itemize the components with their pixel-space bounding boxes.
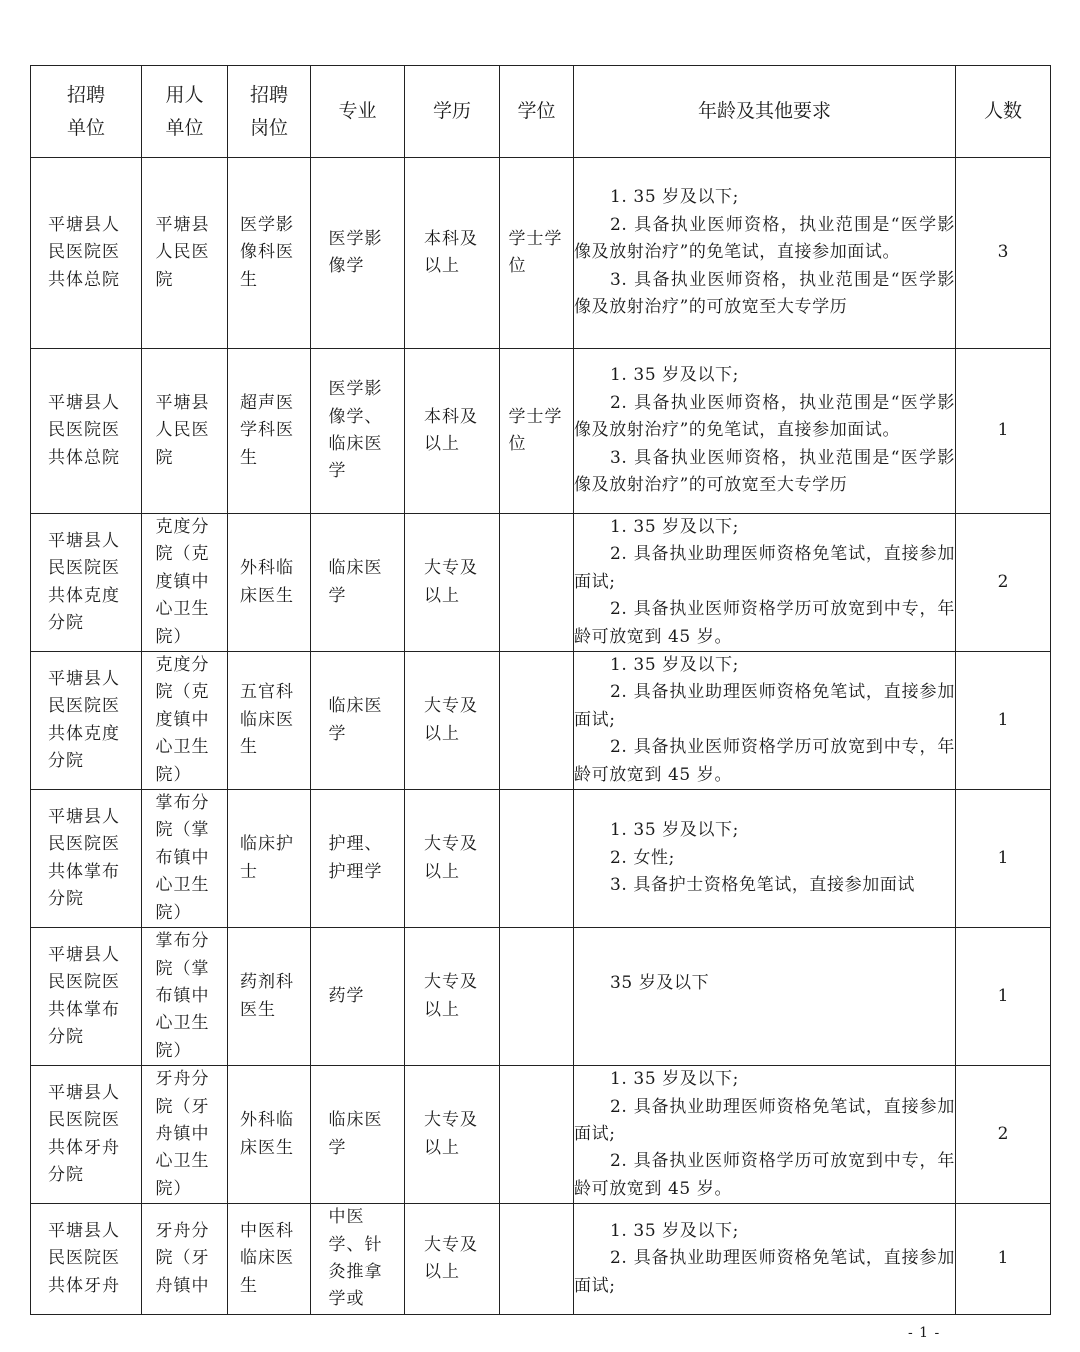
- cell-requirements: [574, 652, 956, 790]
- requirement-line: 2. 具备执业医师资格学历可放宽到中专，年龄可放宽到 45 岁。: [574, 599, 955, 647]
- header-unit: 招聘 单位: [31, 66, 142, 158]
- requirement-line: 2. 具备执业助理医师资格免笔试，直接参加面试;: [574, 1248, 955, 1296]
- header-requirements: 年龄及其他要求: [574, 66, 956, 158]
- cell-major: 护理、护理学: [311, 790, 405, 928]
- cell-post: 临床护士: [228, 790, 311, 928]
- cell-count: 1: [956, 1204, 1051, 1315]
- cell-major: 临床医学: [311, 1066, 405, 1204]
- cell-degree: [500, 1066, 574, 1204]
- cell-education: 本科及以上: [405, 349, 500, 514]
- requirement-line: 2. 具备执业医师资格，执业范围是“医学影像及放射治疗”的免笔试，直接参加面试。: [574, 392, 955, 441]
- recruitment-table: [30, 65, 1051, 1315]
- cell-major: 临床医学: [311, 514, 405, 652]
- table-row: [31, 1066, 1051, 1204]
- cell-unit: 平塘县人民医院医共体掌布分院: [31, 928, 142, 1066]
- cell-education: 大专及以上: [405, 514, 500, 652]
- cell-post: 医学影像科医生: [228, 158, 311, 349]
- cell-education: 大专及以上: [405, 1204, 500, 1315]
- table-row: [31, 158, 1051, 349]
- cell-employer: 克度分院（克度镇中心卫生院）: [142, 652, 228, 790]
- table-row: [31, 1204, 1051, 1315]
- cell-employer: 克度分院（克度镇中心卫生院）: [142, 514, 228, 652]
- requirement-line: 2. 具备执业医师资格，执业范围是“医学影像及放射治疗”的免笔试，直接参加面试。: [574, 214, 955, 263]
- header-education: 学历: [405, 66, 500, 158]
- table-row: [31, 652, 1051, 790]
- cell-major: 医学影像学、临床医学: [311, 349, 405, 514]
- table-header-row: [31, 66, 1051, 158]
- cell-degree: [500, 652, 574, 790]
- header-employer: 用人 单位: [142, 66, 228, 158]
- header-count: 人数: [956, 66, 1051, 158]
- cell-count: 1: [956, 790, 1051, 928]
- cell-degree: [500, 928, 574, 1066]
- requirement-line: 2. 具备执业助理医师资格免笔试，直接参加面试;: [574, 544, 955, 592]
- cell-requirements: [574, 928, 956, 1066]
- cell-education: 本科及以上: [405, 158, 500, 349]
- cell-post: 外科临床医生: [228, 514, 311, 652]
- requirement-line: 3. 具备执业医师资格，执业范围是“医学影像及放射治疗”的可放宽至大专学历: [574, 447, 955, 496]
- cell-education: 大专及以上: [405, 652, 500, 790]
- cell-count: 2: [956, 514, 1051, 652]
- requirement-line: 2. 女性;: [610, 847, 675, 868]
- cell-count: 1: [956, 349, 1051, 514]
- requirement-line: 2. 具备执业助理医师资格免笔试，直接参加面试;: [574, 1096, 955, 1144]
- cell-count: 2: [956, 1066, 1051, 1204]
- cell-unit: 平塘县人民医院医共体总院: [31, 349, 142, 514]
- cell-count: 1: [956, 652, 1051, 790]
- table-row: [31, 514, 1051, 652]
- cell-unit: 平塘县人民医院医共体牙舟分院: [31, 1066, 142, 1204]
- cell-unit: 平塘县人民医院医共体牙舟: [31, 1204, 142, 1315]
- requirement-line: 1. 35 岁及以下;: [610, 1220, 739, 1241]
- cell-unit: 平塘县人民医院医共体克度分院: [31, 514, 142, 652]
- requirement-line: 1. 35 岁及以下;: [610, 1069, 739, 1090]
- cell-education: 大专及以上: [405, 1066, 500, 1204]
- cell-degree: [500, 790, 574, 928]
- cell-major: 中医学、针灸推拿学或: [311, 1204, 405, 1315]
- cell-requirements: [574, 790, 956, 928]
- header-post: 招聘 岗位: [228, 66, 311, 158]
- page-number: - 1 -: [908, 1325, 941, 1341]
- requirement-line: 1. 35 岁及以下;: [610, 517, 739, 537]
- requirement-line: 3. 具备执业医师资格，执业范围是“医学影像及放射治疗”的可放宽至大专学历: [574, 269, 955, 318]
- requirement-line: 1. 35 岁及以下;: [610, 187, 739, 208]
- cell-post: 外科临床医生: [228, 1066, 311, 1204]
- cell-employer: 掌布分院（掌布镇中心卫生院）: [142, 928, 228, 1066]
- requirement-line: 1. 35 岁及以下;: [610, 365, 739, 386]
- table-row: [31, 349, 1051, 514]
- header-major: 专业: [311, 66, 405, 158]
- requirement-line: 2. 具备执业医师资格学历可放宽到中专，年龄可放宽到 45 岁。: [574, 1151, 955, 1199]
- requirement-line: 3. 具备护士资格免笔试，直接参加面试: [610, 875, 916, 896]
- cell-degree: 学士学位: [500, 349, 574, 514]
- cell-major: 药学: [311, 928, 405, 1066]
- cell-post: 五官科临床医生: [228, 652, 311, 790]
- cell-requirements: [574, 1066, 956, 1204]
- cell-education: 大专及以上: [405, 928, 500, 1066]
- requirement-line: 35 岁及以下: [610, 973, 710, 994]
- cell-requirements: [574, 1204, 956, 1315]
- cell-employer: 平塘县人民医院: [142, 349, 228, 514]
- cell-major: 临床医学: [311, 652, 405, 790]
- cell-major: 医学影像学: [311, 158, 405, 349]
- cell-unit: 平塘县人民医院医共体克度分院: [31, 652, 142, 790]
- requirement-line: 2. 具备执业助理医师资格免笔试，直接参加面试;: [574, 682, 955, 730]
- requirement-line: 1. 35 岁及以下;: [610, 820, 739, 841]
- cell-count: 1: [956, 928, 1051, 1066]
- table-row: [31, 790, 1051, 928]
- cell-requirements: [574, 514, 956, 652]
- requirement-line: 2. 具备执业医师资格学历可放宽到中专，年龄可放宽到 45 岁。: [574, 737, 955, 785]
- header-degree: 学位: [500, 66, 574, 158]
- cell-post: 药剂科医生: [228, 928, 311, 1066]
- cell-education: 大专及以上: [405, 790, 500, 928]
- cell-degree: [500, 1204, 574, 1315]
- cell-employer: 牙舟分院（牙舟镇中心卫生院）: [142, 1066, 228, 1204]
- cell-requirements: [574, 158, 956, 349]
- table-row: [31, 928, 1051, 1066]
- cell-degree: [500, 514, 574, 652]
- cell-employer: 牙舟分院（牙舟镇中: [142, 1204, 228, 1315]
- cell-post: 超声医学科医生: [228, 349, 311, 514]
- cell-degree: 学士学位: [500, 158, 574, 349]
- cell-unit: 平塘县人民医院医共体掌布分院: [31, 790, 142, 928]
- cell-post: 中医科临床医生: [228, 1204, 311, 1315]
- requirement-line: 1. 35 岁及以下;: [610, 655, 739, 676]
- cell-employer: 平塘县人民医院: [142, 158, 228, 349]
- cell-employer: 掌布分院（掌布镇中心卫生院）: [142, 790, 228, 928]
- cell-unit: 平塘县人民医院医共体总院: [31, 158, 142, 349]
- cell-requirements: [574, 349, 956, 514]
- cell-count: 3: [956, 158, 1051, 349]
